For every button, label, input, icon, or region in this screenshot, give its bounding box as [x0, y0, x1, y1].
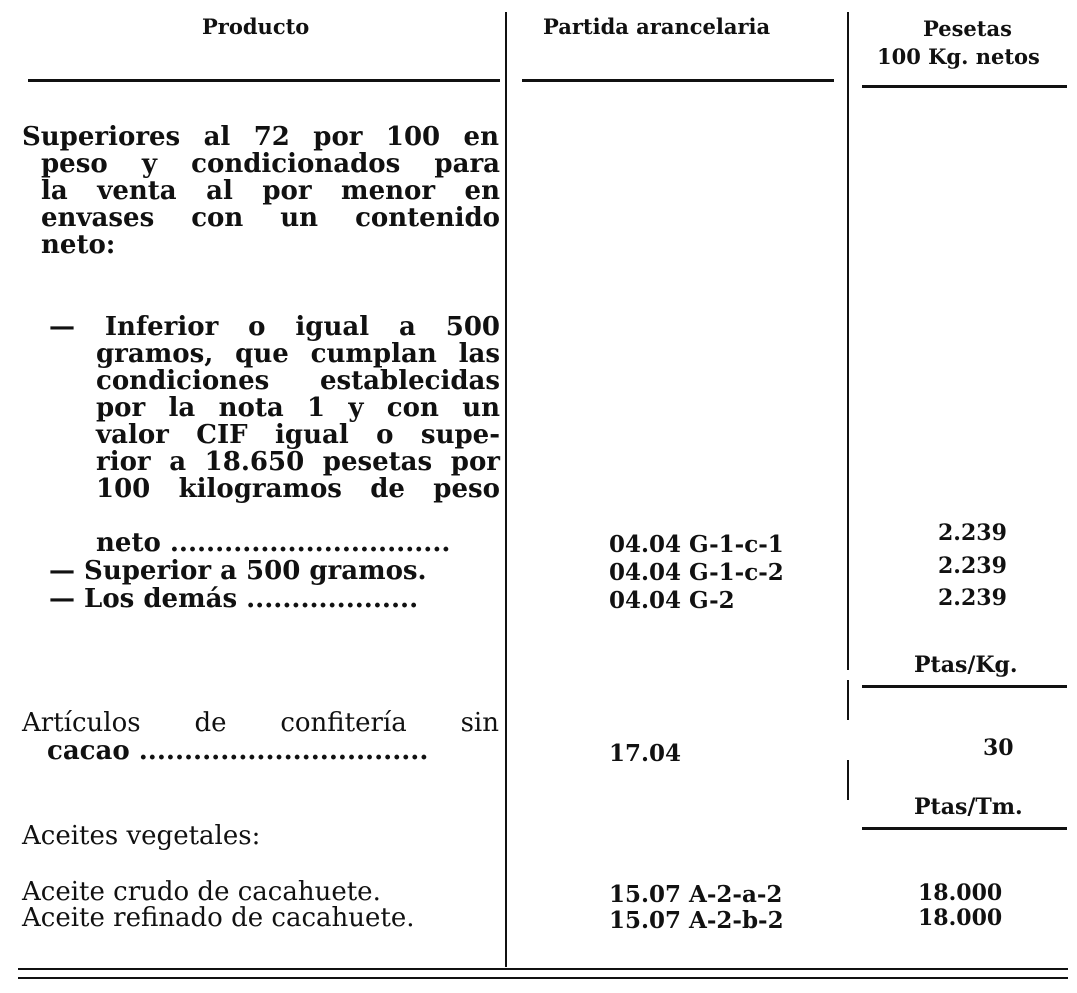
header-rule-producto	[28, 79, 500, 82]
unit-tm-rule	[862, 827, 1067, 830]
bottom-rule-bottom	[18, 977, 1068, 979]
code-1507-a: 15.07 A-2-a-2	[609, 881, 783, 908]
product-confiteria-line2: cacao ................................	[47, 736, 429, 766]
heading-aceites-vegetales: Aceites vegetales:	[22, 821, 261, 851]
code-040403: 04.04 G-2	[609, 587, 735, 614]
text-line: neto ...............................	[96, 528, 451, 558]
value-aceite-crudo: 18.000	[918, 880, 1003, 906]
text-line: Superiores al 72 por 100 en	[22, 122, 499, 152]
text-line: peso y condicionados para	[41, 149, 500, 179]
product-aceite-refinado: Aceite refinado de cacahuete.	[22, 903, 415, 933]
code-040401: 04.04 G-1-c-1	[609, 531, 784, 558]
value-row1: 2.239	[938, 520, 1007, 546]
column-divider-2	[847, 12, 849, 670]
unit-ptas-kg: Ptas/Kg.	[914, 652, 1018, 678]
text-line: 100 kilogramos de peso	[96, 474, 500, 504]
header-rule-partida	[522, 79, 834, 82]
text-line: por la nota 1 y con un	[96, 393, 500, 423]
code-1704: 17.04	[609, 740, 682, 767]
header-pesetas: Pesetas	[923, 16, 1012, 41]
value-confiteria: 30	[983, 735, 1014, 761]
product-los-demas: — Los demás ...................	[49, 584, 419, 614]
code-040402: 04.04 G-1-c-2	[609, 559, 784, 586]
unit-kg-rule	[862, 685, 1067, 688]
value-aceite-refinado: 18.000	[918, 905, 1003, 931]
text-line: envases con un contenido	[41, 203, 500, 233]
text-line: condiciones establecidas	[96, 366, 500, 396]
text-line: neto:	[41, 230, 116, 260]
header-producto: Producto	[202, 14, 310, 39]
value-row2: 2.239	[938, 553, 1007, 579]
text-line: gramos, que cumplan las	[96, 339, 500, 369]
text-line: la venta al por menor en	[41, 176, 500, 206]
text-line: valor CIF igual o supe-	[96, 420, 500, 450]
product-confiteria-line1: Artículos de confitería sin	[22, 708, 499, 738]
text-line: — Inferior o igual a 500	[49, 312, 500, 342]
value-row3: 2.239	[938, 585, 1007, 611]
bottom-rule-top	[18, 968, 1068, 970]
code-1507-b: 15.07 A-2-b-2	[609, 907, 784, 934]
header-100kg-netos: 100 Kg. netos	[877, 44, 1040, 69]
product-superior-500: — Superior a 500 gramos.	[49, 556, 427, 586]
product-aceite-crudo: Aceite crudo de cacahuete.	[22, 877, 381, 907]
header-partida-arancelaria: Partida arancelaria	[543, 14, 771, 39]
column-divider-2-lower	[847, 680, 849, 720]
text-line: rior a 18.650 pesetas por	[96, 447, 500, 477]
header-rule-pesetas	[862, 85, 1067, 88]
column-divider-2-lower2	[847, 760, 849, 800]
unit-ptas-tm: Ptas/Tm.	[914, 794, 1023, 820]
column-divider-1	[505, 12, 507, 967]
